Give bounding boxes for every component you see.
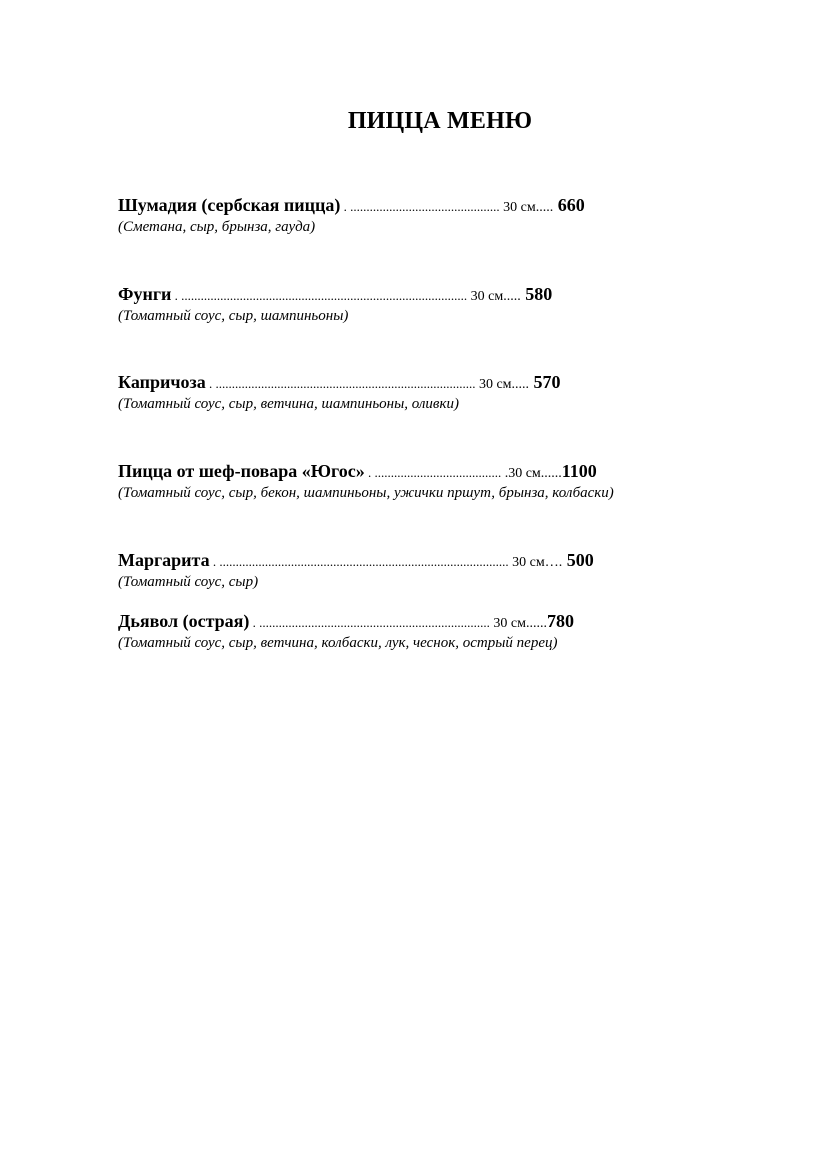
item-leader-dots: . .......................................................................: [249, 615, 490, 630]
item-description: (Томатный соус, сыр, ветчина, шампиньоны, оливки): [118, 396, 459, 412]
item-line: [118, 194, 718, 216]
item-price: 570: [529, 372, 561, 392]
item-size: 30 см.....: [475, 377, 530, 392]
item-size: 30 см….: [508, 555, 563, 570]
item-description: (Томатный соус, сыр, ветчина, колбаски, лук, чеснок, острый перец): [118, 635, 558, 651]
item-line: [118, 549, 718, 571]
menu-item-capricciosa: [118, 371, 718, 414]
item-name: Маргарита: [118, 550, 210, 570]
item-leader-dots: . .........................................................................................: [209, 554, 509, 569]
item-size: 30 см.....: [467, 289, 521, 304]
item-line: [118, 610, 718, 632]
item-description: (Томатный соус, сыр): [118, 574, 259, 590]
item-line: [118, 371, 718, 393]
item-price: 500: [562, 550, 594, 570]
item-line: [118, 283, 718, 305]
item-leader-dots: . ..............................................: [340, 199, 500, 214]
item-description: (Томатный соус, сыр, бекон, шампиньоны, ужички пршут, брынза, колбаски): [118, 485, 614, 501]
page-title: ПИЦЦА МЕНЮ: [347, 108, 533, 134]
item-description: (Сметана, сыр, брынза, гауда): [118, 219, 316, 235]
item-leader-dots: . ................................................................................: [205, 376, 476, 391]
menu-item-chef-pizza: [118, 460, 718, 503]
menu-item-fungi: [118, 283, 718, 326]
item-description: (Томатный соус, сыр, шампиньоны): [118, 308, 349, 324]
item-leader-dots: . .......................................: [364, 465, 502, 480]
menu-item-margarita: [118, 549, 718, 592]
item-name: Дьявол (острая): [118, 611, 250, 631]
item-price: 580: [520, 284, 553, 304]
item-size: 30 см......: [489, 616, 547, 631]
item-price: 1100: [561, 461, 597, 481]
item-price: 660: [553, 195, 585, 215]
item-name: Пицца от шеф-повара «Югос»: [118, 461, 365, 481]
item-leader-dots: . ........................................................................................: [171, 288, 468, 303]
item-size: .30 см......: [501, 466, 562, 481]
menu-item-diavolo: [118, 610, 718, 653]
item-name: Шумадия (сербская пицца): [118, 195, 341, 215]
item-price: 780: [546, 611, 574, 631]
item-size: 30 см.....: [499, 200, 554, 215]
menu-item-shumadiya: [118, 194, 718, 237]
item-line: [118, 460, 718, 482]
item-name: Капричоза: [118, 372, 206, 392]
item-name: Фунги: [118, 284, 172, 304]
